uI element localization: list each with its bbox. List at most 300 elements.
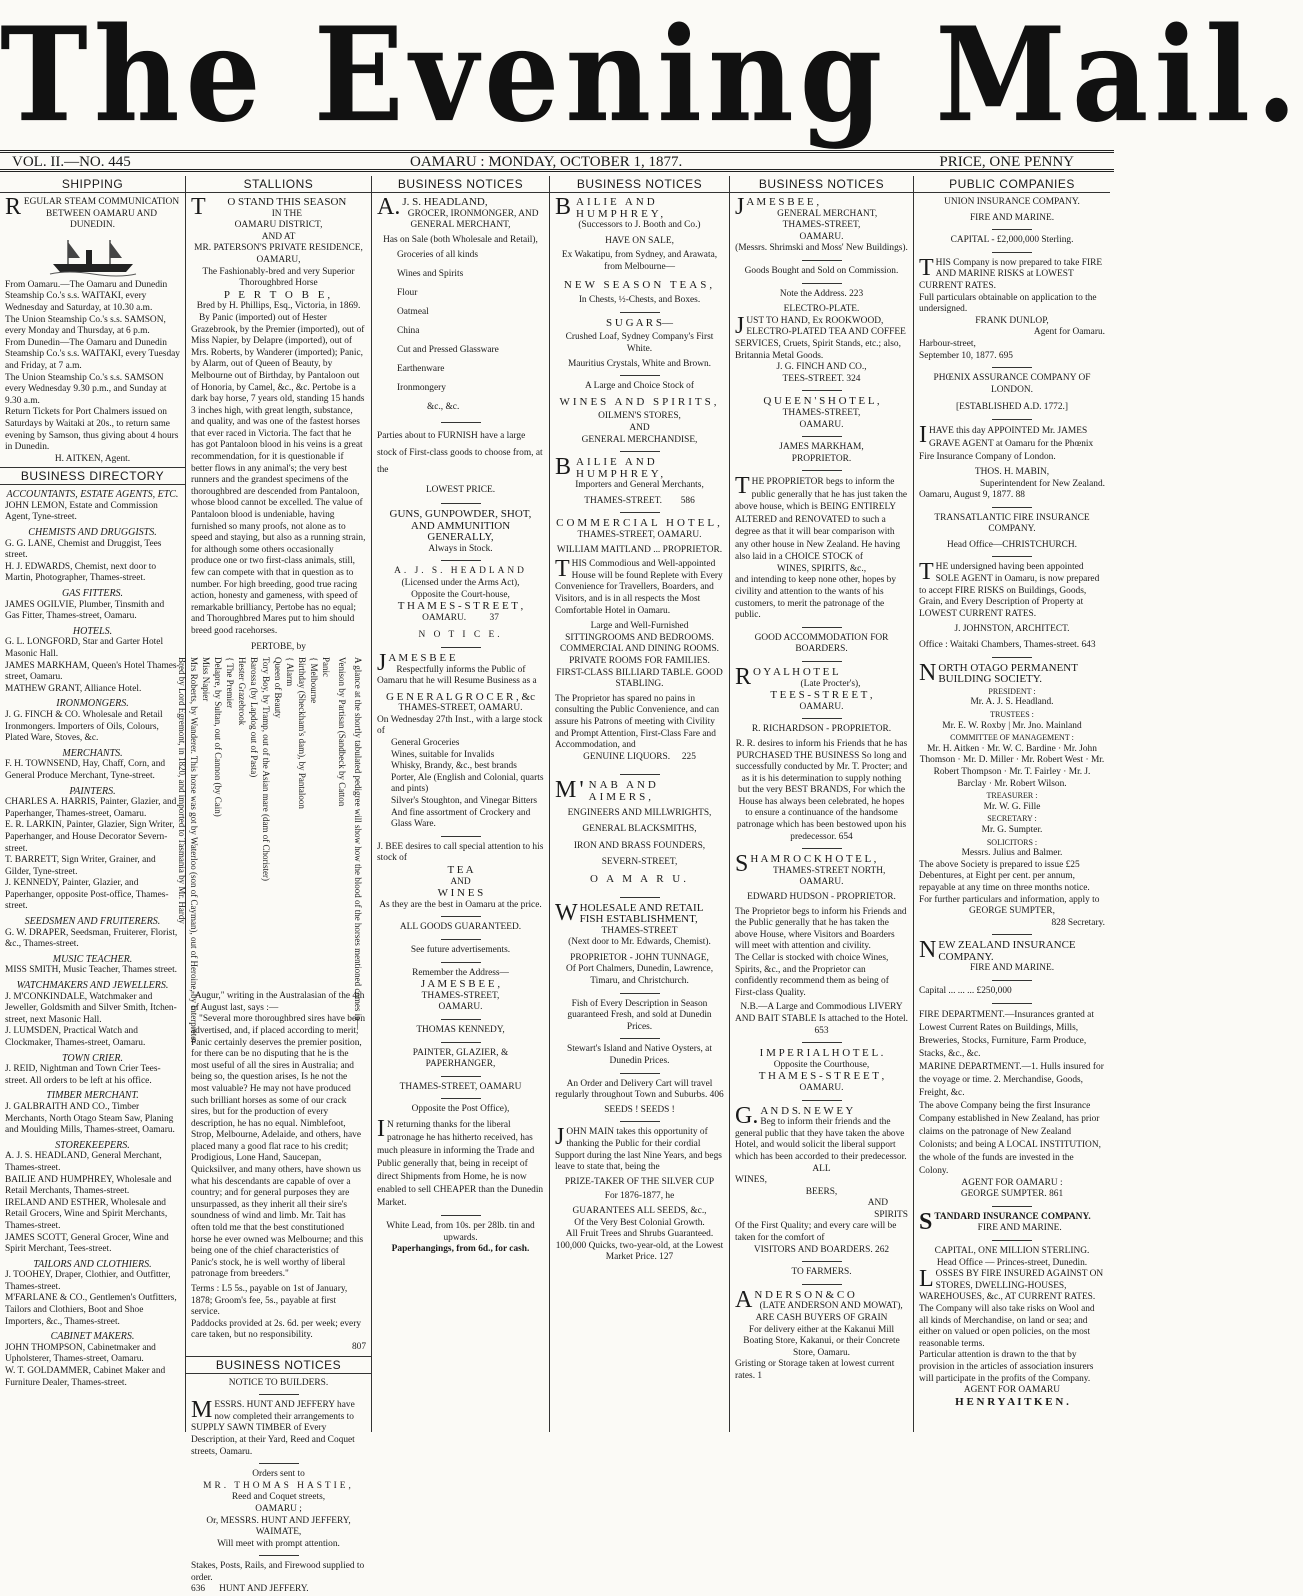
trustees-label: TRUSTEES : <box>990 710 1034 719</box>
divider <box>992 419 1032 420</box>
directory-entry: IRELAND AND ESTHER, Wholesale and Retail Grocers, Wine and Spirit Merchants, Thames-street. <box>5 1197 168 1231</box>
union-insurance: UNION INSURANCE COMPANY. <box>944 197 1080 207</box>
nz-agent-name: GEORGE SUMPTER. 861 <box>960 1189 1064 1200</box>
price: PRICE, ONE PENNY <box>939 154 1074 170</box>
commercial-hotel: COMMERCIAL HOTEL, <box>556 517 723 530</box>
treasurer-label: TREASURER : <box>986 791 1038 801</box>
ad-number: 636 <box>191 1584 206 1595</box>
bee-items <box>377 738 544 831</box>
nops-heading: NORTH OTAGO PERMANENT BUILDING SOCIETY. <box>919 659 1078 686</box>
main-body: JOHN MAIN takes this opportunity of thanking the Public for their cordial Support during the last Nine Years, and begs leave to state that, being the <box>555 1124 722 1173</box>
bailie-successors: (Successors to J. Booth and Co.) <box>578 220 701 231</box>
bailie-footer <box>555 496 724 508</box>
johnston-name: J. JOHNSTON, ARCHITECT. <box>954 624 1070 635</box>
divider <box>802 283 842 284</box>
royal-body: R. R. desires to inform his Friends that he has PURCHASED THE BUSINESS So long and successfully conducted by Mr. T. Procter; and as it is his determination to supply nothing but the very BEST BRANDS, For which the House has always been celebrated, he hopes to ensure a continuance of the handsome patronage which has been bestowed upon his predecessor. 654 <box>735 738 908 842</box>
shamrock-body: The Proprietor begs to inform his Friends and the Public generally that he has taken the above House, where Visitors and Boarders will meet with attention and civility. <box>735 906 907 952</box>
fruit-trees: All Fruit Trees and Shrubs Guaranteed. <box>565 1229 714 1240</box>
large-stock: A Large and Choice Stock of <box>585 381 694 392</box>
divider <box>441 916 481 917</box>
shamrock-hotel: SH A M R O C K H O T E L , <box>735 851 877 878</box>
directory-entry: F. H. TOWNSEND, Hay, Chaff, Corn, and General Produce Merchant, Tyne-street. <box>5 759 166 781</box>
and-text: AND <box>629 422 650 433</box>
directory-category: SEEDSMEN AND FRUITERERS. <box>24 916 161 928</box>
pedigree-line: Delapre, by Sultan, out of Cannon (by Cain) <box>213 657 223 817</box>
divider <box>620 1038 660 1039</box>
president-name: Mr. A. J. S. Headland. <box>970 697 1054 708</box>
section-business-directory: BUSINESS DIRECTORY <box>0 467 185 485</box>
ad-number: 225 <box>681 751 696 762</box>
headland-item: China <box>397 326 420 337</box>
fish-heading: WHOLESALE AND RETAIL FISH ESTABLISHMENT, <box>555 899 704 926</box>
crushed-text: Crushed Loaf, Sydney Company's First White. <box>565 332 714 354</box>
ad-number: 807 <box>351 1341 366 1352</box>
kennedy-trade: PAINTER, GLAZIER, & PAPERHANGER, <box>412 1047 509 1070</box>
royal-address: T E E S - S T R E E T , <box>770 689 873 702</box>
phoenix-body: IHAVE this day APPOINTED Mr. JAMES GRAVE AGENT at Oamaru for the Phœnix Fire Insurance Company of London. <box>919 421 1094 462</box>
kennedy-opposite: Opposite the Post Office), <box>411 1104 510 1115</box>
lowest-price: LOWEST PRICE. <box>425 485 496 496</box>
directory-category: TOWN CRIER. <box>62 1052 123 1064</box>
chests-text: In Chests, ½-Chests, and Boxes. <box>578 295 701 306</box>
nz-body: FIRE DEPARTMENT.—Insurances granted at Lowest Current Rates on Buildings, Mills, Breweries, Stocks, Furniture, Farm Produce, Stacks, &c., &c. <box>919 1009 1094 1059</box>
divider <box>802 1042 842 1043</box>
dunlop-agent: Agent for Oamaru. <box>1033 327 1105 338</box>
mcnab-engineers: ENGINEERS AND MILLWRIGHTS, <box>567 807 712 818</box>
directory-category: TAILORS AND CLOTHIERS. <box>33 1258 152 1270</box>
wines-text: WINES, <box>735 1175 768 1186</box>
to-farmers: TO FARMERS. <box>791 1267 852 1278</box>
cash-buyers: ARE CASH BUYERS OF GRAIN <box>755 1313 888 1324</box>
bee-body: Respectfully informs the Public of Oamaru that he will Resume Business as a <box>377 664 537 687</box>
electro-plate: ELECTRO-PLATE. <box>783 304 860 315</box>
pedigree-line: A glance at the shortly tabulated pedigree will show how the blood of the horses mentioned comes in— <box>353 657 363 1030</box>
white-lead: White Lead, from 10s. per 28lb. tin and upwards. <box>386 1220 535 1243</box>
opposite-courthouse: Opposite the Court-house, <box>411 589 510 600</box>
divider <box>441 647 481 648</box>
divider <box>992 1240 1032 1241</box>
section-business-notices-5: BUSINESS NOTICES <box>730 176 913 193</box>
queens-oamaru: OAMARU. <box>799 419 844 430</box>
paperhangings: Paperhangings, from 6d., for cash. <box>391 1244 530 1255</box>
bailie-heading: BAILIE AND HUMPHREY, <box>555 194 667 220</box>
divider <box>802 718 842 719</box>
attention-text: J. BEE desires to call special attention to his stock of <box>377 841 544 864</box>
delivery-text: For delivery either at the Kakanui Mill Boating Store, Kakanui, or their Concrete Store, Oamaru. <box>743 1324 900 1358</box>
goods-commission: Goods Bought and Sold on Commission. <box>744 265 899 276</box>
column-1 <box>0 176 186 1432</box>
headland-item: Groceries of all kinds <box>397 250 478 261</box>
divider <box>620 312 660 313</box>
imperial-opposite: Opposite the Courthouse, <box>773 1059 870 1070</box>
standard-agent-name: H E N R Y A I T K E N . <box>955 1395 1069 1408</box>
guarantees-seeds: GUARANTEES ALL SEEDS, &c., <box>572 1205 707 1216</box>
directory-category: MERCHANTS. <box>62 747 123 759</box>
imperial-address: T H A M E S - S T R E E T , <box>758 1070 885 1083</box>
johnston-office: Office : Waitaki Chambers, Thames-street. 643 <box>919 640 1096 651</box>
builders-signature: HUNT AND JEFFERY. <box>219 1584 309 1595</box>
column-4 <box>550 176 730 1432</box>
oysters-text: Stewart's Island and Native Oysters, at Dunedin Prices. <box>567 1044 712 1067</box>
pedigree-line: { Alarm <box>285 657 295 687</box>
directory-entry: J. REID, Nightman and Town Crier Tees-street. All orders to be left at his office. <box>5 1064 161 1086</box>
new-season-teas: NEW SEASON TEAS, <box>563 278 716 291</box>
bailie-heading-2: BAILIE AND HUMPHREY, <box>555 454 667 481</box>
commercial-body: THIS Commodious and Well-appointed House will be found Replete with Every Convenience for Travellers, Boarders, and Visitors, and is in all respects the Most Comfortable Hotel in Oamaru. <box>555 556 723 616</box>
nz-fire-marine: FIRE AND MARINE. <box>969 963 1055 974</box>
headland-sign: A. J. S. HEADLAND <box>394 566 527 577</box>
pedigree-line: Tory Boy, by Tramp, out of the Asian mare (dam of Chorister) <box>261 657 271 882</box>
union-date: September 10, 1877. 695 <box>919 350 1013 361</box>
headland-items <box>377 246 544 417</box>
section-business-notices-2: BUSINESS NOTICES <box>186 1356 371 1374</box>
union-body: THIS Company is now prepared to take FIRE AND MARINE RISKS at LOWEST CURRENT RATES. <box>919 254 1103 291</box>
quote-body: "Several more thoroughbred sires have been advertised, and, if placed according to merit, Panic certainly deserves the premier position, for there can be no disputing that he is the most useful of all the sires in Australia; and being so, the question arises, Is he not the most valuable? He may not have produced such brilliant horses as some of our crack sires, but for the production of every description, he has no equal. Nimblefoot, Strop, Melbourne, Adelaide, and others, have placed many a good flat race to his credit; Prodigious, Lone Hand, Saucepan, Quicksilver, and many others, have shown us what his descendants are capable of over a country; and for general purposes they are unsurpassed, as they inherit all their sire's soundness of wind and limb. Mr. Tait has often told me that the best constitutioned horse he ever owned was Melbourne; and this being one of the chief characteristics of Panic's stock, he is well worthy of liberal patronage from breeders." <box>191 1014 366 1280</box>
wines-spirits: WINES AND SPIRITS, <box>559 395 720 408</box>
standard-heading: STANDARD INSURANCE COMPANY. <box>919 1208 1091 1235</box>
stallion-line: The Fashionably-bred and very Superior Thoroughbred Horse <box>202 266 355 289</box>
directory-category: CABINET MAKERS. <box>50 1331 135 1343</box>
bee-thames: THAMES-STREET, <box>782 220 861 231</box>
anderson-heading: AN D E R S O N & C O <box>735 1286 855 1313</box>
directory-entry: CHARLES A. HARRIS, Painter, Glazier, and Paperhanger, Thames-street, Oamaru. <box>5 797 177 819</box>
directory-entry: JAMES OGILVIE, Plumber, Tinsmith and Gas Fitter, Thames-street, Oamaru. <box>5 599 165 622</box>
pedigree-line: Birthday (Sheckham's dam), by Pantaloon <box>297 657 307 810</box>
divider <box>259 1555 299 1556</box>
shipping-line: Return Tickets for Port Chalmers issued on Saturdays by Waitaki at 20s., to return same evening by Samson, thus giving about 4 hours in Dunedin. <box>5 407 179 453</box>
headland-sub2: GENERAL MERCHANT, <box>410 220 511 231</box>
solicitors-names: Messrs. Julius and Balmer. <box>961 848 1063 859</box>
oamaru-text: OAMARU. <box>422 612 467 623</box>
stallion-description: By Panic (imported) out of Hester Grazebrook, by the Premier (imported), out of Miss Napier, by Delapre (imported), out of Mrs. Roberts, by Wanderer (imported); Panic, by Alarm, out of Queen of Beauty, by Melbourne out of Birthday, by Pantaloon out of Honoria, by Camel, &c., &c. Pertobe is a dark bay horse, 7 years old, standing 15 hands 3 inches high, with great length, substance, and quality, and was one of the fastest horses that ever raced in Victoria. The fact that he has got Pantaloon blood in his veins is a great recommendation, for it is questionable if better flows in any animal's; the very best runners and the grandest specimens of the thoroughbred are descended from Pantaloon, whose blood cannot be excelled. The value of Pantaloon blood is undeniable, having furnished so many proofs, not alone as to speed and staying, but also as a running strain, for although some others occasionally produce one or two first-class animals, still, few can compete with that in question as to number. For high breeding, good true racing action, honesty and gameness, with speed of remarkable brilliancy, Pertobe has no equal; and Thoroughbred Mares put to him should breed good racehorses. <box>191 312 366 636</box>
markham-name: JAMES MARKHAM, <box>779 442 864 453</box>
divider <box>802 470 842 471</box>
mcnab-blacksmiths: GENERAL BLACKSMITHS, <box>582 824 697 835</box>
sugars-text: S U G A R S— <box>606 316 673 329</box>
divider <box>620 897 660 898</box>
directory-entry: T. BARRETT, Sign Writer, Grainer, and Gilder, Tyne-street. <box>5 855 156 877</box>
stallion-line: MR. PATERSON'S PRIVATE RESIDENCE, OAMARU, <box>194 243 363 265</box>
shipping-line: The Union Steamship Co.'s s.s. SAMSON every Wednesday 9.30 p.m., and Sunday at 9.30 a.m. <box>5 372 167 406</box>
hastie-name: MR. THOMAS HASTIE, <box>203 1480 354 1491</box>
bee-item: Silver's Stoughton, and Vinegar Bitters <box>391 796 537 807</box>
bee-address: THAMES-STREET, <box>421 990 500 1001</box>
treasurer-name: Mr. W. G. Fille <box>983 801 1041 812</box>
bee-general-merchant: GENERAL MERCHANT, <box>777 208 878 219</box>
directory-entry: A. J. S. HEADLAND, General Merchant, Thames-street. <box>5 1151 162 1173</box>
dateline <box>0 150 1114 172</box>
directory-category: TIMBER MERCHANT. <box>46 1090 139 1102</box>
nz-body-2: The above Company being the first Insurance Company established in New Zealand, has prior claims on the patronage of New Zealand Colonists; and being A LOCAL INSTITUTION, the whole of the funds are invested in the Colony. <box>919 1100 1101 1176</box>
directory-entry: JAMES MARKHAM, Queen's Hotel Thames-street, Oamaru. <box>5 660 180 683</box>
queens-hotel: Q U E E N ' S H O T E L , <box>763 395 880 408</box>
good-accommodation: GOOD ACCOMMODATION FOR BOARDERS. <box>754 632 889 655</box>
newey-heading: G.A N D S. N E W E Y <box>735 1102 854 1129</box>
pedigree-line: Miss Napier <box>201 657 211 702</box>
and-text: AND <box>450 876 471 887</box>
finch-address: TEES-STREET. 324 <box>782 373 861 384</box>
shipping-heading: REGULAR STEAM COMMUNICATION BETWEEN OAMARU AND DUNEDIN. <box>5 194 180 231</box>
oilmen-stores: OILMEN'S STORES, <box>598 411 681 422</box>
headland-heading: A.J. S. HEADLAND, <box>377 194 488 220</box>
best-growth: Of the Very Best Colonial Growth. <box>574 1217 705 1228</box>
pedigree-line: { The Premier <box>225 657 235 709</box>
all-text: ALL <box>812 1163 831 1174</box>
headland-item: &c., &c. <box>427 402 460 413</box>
divider <box>992 934 1032 935</box>
divider <box>992 556 1032 557</box>
column-2 <box>177 176 372 1595</box>
quicks-text: 100,000 Quicks, two-year-old, at the Lowest Market Price. 127 <box>555 1240 724 1263</box>
shipping-line: The Union Steamship Co.'s s.s. SAMSON, every Monday and Thursday, at 6 p.m. <box>5 314 166 337</box>
fish-proprietor: PROPRIETOR - JOHN TUNNAGE, <box>570 952 709 963</box>
divider <box>441 503 481 504</box>
queens-body-2: and intending to keep none other, hopes by civility and attention to the wants of his customers, to merit the patronage of the public. <box>735 575 897 621</box>
orders-text: Orders sent to <box>252 1469 305 1480</box>
shamrock-address: THAMES-STREET NORTH, <box>773 865 886 876</box>
divider <box>802 848 842 849</box>
divider <box>802 1284 842 1285</box>
oamaru-text: OAMARU ; <box>255 1503 302 1514</box>
severn-street: SEVERN-STREET, <box>601 857 678 868</box>
column-6 <box>914 176 1110 1432</box>
divider <box>992 657 1032 658</box>
directory-entry: E. R. LARKIN, Painter, Glazier, Sign Writer, Paperhanger, and House Decorator Severn-street. <box>5 820 175 854</box>
stallion-line: OAMARU DISTRICT, <box>234 220 323 231</box>
horse-name: P E R T O B E, <box>223 288 334 301</box>
section-business-notices-3: BUSINESS NOTICES <box>372 176 549 193</box>
section-shipping: SHIPPING <box>0 176 185 193</box>
wines-text: W I N E S <box>437 887 484 900</box>
divider <box>441 939 481 940</box>
standard-body: The Company will also take risks on Wool and all kinds of Merchandise, on land or sea; and either on valued or open policies, on the most reasonable terms. <box>919 1304 1095 1349</box>
divider <box>992 229 1032 230</box>
anderson-late: (LATE ANDERSON AND MOWAT), <box>759 1301 903 1312</box>
bee-oamaru: OAMARU. <box>438 1002 483 1013</box>
directory-category: HOTELS. <box>72 625 113 637</box>
bailie-ex: Ex Wakatipu, from Sydney, and Arawata, from Melbourne— <box>561 250 718 272</box>
genuine-liquors: GENUINE LIQUORS. <box>583 751 671 762</box>
nz-agent-label: AGENT FOR OAMARU : <box>961 1177 1063 1188</box>
nz-heading: NEW ZEALAND INSURANCE COMPANY. <box>919 937 1076 964</box>
issue-date: OAMARU : MONDAY, OCTOBER 1, 1877. <box>410 154 683 170</box>
divider <box>259 1394 299 1395</box>
directory-entry: J. G. FINCH & CO. Wholesale and Retail Ironmongers. Importers of Oils, Colours, Plated Ware, Stoves, &c. <box>5 709 163 744</box>
kennedy-body: IN returning thanks for the liberal patronage he has hitherto received, has much pleasure in informing the Trade and Public generally that, being in receipt of direct Shipments from Home, he is now enabled to sell CHEAPER than the Dunedin Market. <box>377 1115 544 1208</box>
mcnab-heading: M'NAB AND AIMERS, <box>555 777 659 804</box>
directory-entry: W. T. GOLDAMMER, Cabinet Maker and Furniture Dealer, Thames-street. <box>5 1366 166 1388</box>
directory-entry: MATHEW GRANT, Alliance Hotel. <box>5 683 142 694</box>
ad-number: 586 <box>680 495 695 506</box>
pedigree-title: PERTOBE, by <box>251 641 306 652</box>
prompt-attention: Will meet with prompt attention. <box>217 1538 340 1549</box>
directory-entry: G. L. LONGFORD, Star and Garter Hotel Masonic Hall. <box>5 637 164 659</box>
builders-heading: NOTICE TO BUILDERS. <box>228 1377 329 1388</box>
volume-number: VOL. II.—NO. 445 <box>12 154 131 170</box>
note-address: Note the Address. 223 <box>779 288 864 299</box>
nz-capital: Capital ... ... ... £250,000 <box>919 986 1012 997</box>
headland-sale: Has on Sale (both Wholesale and Retail), <box>383 234 538 245</box>
bailie-address: THAMES-STREET. <box>584 495 662 506</box>
divider <box>802 390 842 391</box>
headland-item: Wines and Spirits <box>397 269 464 280</box>
bee-item: General Groceries <box>391 738 460 749</box>
union-particulars: Full particulars obtainable on application to the undersigned. <box>919 292 1097 315</box>
pedigree-line: Barossa (by Lapdog out of Pasta) <box>249 657 259 778</box>
trustees-names: Mr. E. W. Roxby | Mr. Jno. Mainland <box>942 720 1082 731</box>
divider <box>802 661 842 662</box>
directory-entry: J. KENNEDY, Painter, Glazier, and Paperhanger, opposite Post-office, Thames-street. <box>5 878 169 912</box>
mcnab-founders: IRON AND BRASS FOUNDERS, <box>573 840 706 851</box>
divider <box>441 962 481 963</box>
pedigree-line: { Melbourne <box>309 657 319 704</box>
transatlantic-office: Head Office—CHRISTCHURCH. <box>946 539 1078 550</box>
divider <box>992 1003 1032 1004</box>
standard-losses: LOSSES BY FIRE INSURED AGAINST ON STORES, DWELLING-HOUSES, WAREHOUSES, &c., AT CURRENT RATES. <box>919 1266 1104 1303</box>
notice-heading: N O T I C E. <box>418 630 503 641</box>
section-stallions: STALLIONS <box>186 176 371 193</box>
secretary-name: Mr. G. Sumpter. <box>981 824 1043 835</box>
divider <box>992 507 1032 508</box>
directory-entry: J. LUMSDEN, Practical Watch and Clockmaker, Thames-street, Oamaru. <box>5 1026 146 1048</box>
nz-marine: MARINE DEPARTMENT.—1. Hulls insured for the voyage or time. 2. Merchandise, Goods, Freight, &c. <box>919 1061 1104 1098</box>
harbour-street: Harbour-street, <box>919 338 976 349</box>
royal-hotel: RO Y A L H O T E L <box>735 663 839 690</box>
guaranteed-text: ALL GOODS GUARANTEED. <box>399 922 522 933</box>
pedigree-line: Venison by Partisan (Sandbeck by Catton <box>337 657 347 807</box>
divider <box>620 774 660 775</box>
gristing-text: Gristing or Storage taken at lowest current rates. 1 <box>735 1359 895 1381</box>
committee-label: COMMITTEE OF MANAGEMENT : <box>950 733 1074 743</box>
seeds-heading: SEEDS ! SEEDS ! <box>604 1104 675 1115</box>
directory-category: STOREKEEPERS. <box>55 1139 130 1151</box>
standard-agent-label: AGENT FOR OAMARU <box>963 1385 1061 1396</box>
markham-proprietor: PROPRIETOR. <box>791 453 852 464</box>
directory-entry: BAILIE AND HUMPHREY, Wholesale and Retail Merchants, Thames-street. <box>5 1174 172 1197</box>
spirits-text: SPIRITS <box>874 1209 908 1220</box>
steamship-icon <box>48 236 138 276</box>
bee-item: Wines, suitable for Invalids <box>391 749 495 760</box>
mabin-date: Oamaru, August 9, 1877. 88 <box>919 490 1025 501</box>
directory-entry: J. GALBRAITH AND CO., Timber Merchants, North Otago Steam Saw, Planing and Moulding Mills, Thames-street, Oamaru. <box>5 1101 175 1136</box>
headland-sub: GROCER, IRONMONGER, AND <box>407 208 539 219</box>
stallion-line: TO STAND THIS SEASON <box>191 194 347 220</box>
directory-entry: G. W. DRAPER, Seedsman, Fruiterer, Florist, &c., Thames-street. <box>5 927 178 950</box>
committee-names: Mr. H. Aitken · Mr. W. C. Bardine · Mr. John Thomson · Mr. D. Miller · Mr. Robert West · Mr. Robert Thompson · Mr. T. Fairley · Mr. J. Barclay · Mr. Robert Wilson. <box>919 743 1105 789</box>
licensed: (Licensed under the Arms Act), <box>401 577 520 588</box>
hudson-proprietor: EDWARD HUDSON - PROPRIETOR. <box>747 892 896 903</box>
divider <box>802 260 842 261</box>
stakes-text: Stakes, Posts, Rails, and Firewood supplied to order. <box>191 1561 365 1583</box>
imperial-oamaru: OAMARU. <box>799 1082 844 1093</box>
shamrock-oamaru: OAMARU. <box>799 877 844 888</box>
bee-merchant-heading: JA M E S B E E , <box>735 194 820 220</box>
commercial-address: THAMES-STREET, OAMARU. <box>577 530 702 541</box>
section-public-companies: PUBLIC COMPANIES <box>914 176 1110 193</box>
prize-year: For 1876-1877, he <box>604 1191 675 1202</box>
pedigree-line: Mrs Roberts, by Wanderer. This horse was got by Waterloo (son of Cayman), out of Heroine, by Interpreter <box>189 657 199 1044</box>
imperial-hotel: I M P E R I A L H O T E L . <box>759 1047 884 1060</box>
directory-entry: H. J. EDWARDS, Chemist, next door to Martin, Photographer, Thames-street. <box>5 561 157 584</box>
best-text: As they are the best in Oamaru at the price. <box>379 899 542 910</box>
phoenix-heading: PHŒNIX ASSURANCE COMPANY OF LONDON. <box>933 373 1091 395</box>
bred-by: Bred by H. Phillips, Esq., Victoria, in 1869. <box>196 301 361 312</box>
ad-number: 37 <box>489 612 499 623</box>
pedigree-line: Bred by Lord Egremont, in 1820, and imported to Tasmania by Mr. Hardy <box>177 657 187 925</box>
directory-entry: MISS SMITH, Music Teacher, Thames street. <box>5 965 178 976</box>
mabin-title: Superintendent for New Zealand. <box>980 478 1105 489</box>
shipping-schedule <box>5 280 180 454</box>
visitors-boarders: VISITORS AND BOARDERS. 262 <box>753 1244 890 1255</box>
bee-sign: J A M E S B E E , <box>420 978 501 991</box>
divider <box>620 1121 660 1122</box>
beers-text: BEERS, <box>805 1186 838 1197</box>
divider <box>441 836 481 837</box>
paddocks: Paddocks provided at 2s. 6d. per week; every care taken, but no responsibility. <box>191 1318 362 1341</box>
shipping-line: From Oamaru.—The Oamaru and Dunedin Steamship Co.'s s.s. WAITAKI, every Wednesday and Saturday, at 10.30 a.m. <box>5 279 168 313</box>
commercial-rooms: Large and Well-Furnished SITTINGROOMS AND BEDROOMS. COMMERCIAL AND DINING ROOMS. PRIVATE ROOMS FOR FAMILIES. FIRST-CLASS BILLIARD TABLE. GOOD STABLING. <box>556 621 723 690</box>
union-fire-marine: FIRE AND MARINE. <box>969 212 1055 223</box>
future-text: See future advertisements. <box>410 944 511 955</box>
directory-entry: G. G. LANE, Chemist and Druggist, Tees street. <box>5 538 162 561</box>
secretary-label: SECRETARY : <box>987 814 1037 824</box>
newey-body: Beg to inform their friends and the general public that they have taken the above Hotel, and would solicit the liberal support which has been accorded to their predecessor. <box>735 1117 907 1162</box>
bee-buildings: (Messrs. Shrimski and Moss' New Buildings). <box>735 243 908 254</box>
directory-entry: JAMES SCOTT, General Grocer, Wine and Spirit Merchant, Tees-street. <box>5 1232 169 1255</box>
directory-category: IRONMONGERS. <box>56 698 129 710</box>
president-label: PRESIDENT : <box>988 686 1036 696</box>
phoenix-established: [ESTABLISHED A.D. 1772.] <box>955 402 1068 413</box>
bee-item: And fine assortment of Crockery and Glass Ware. <box>391 807 531 830</box>
directory-entry: JOHN THOMPSON, Cabinetmaker and Upholsterer, Thames-street, Oamaru. <box>5 1342 156 1365</box>
remember-text: Remember the Address— <box>412 967 509 978</box>
and-text: AND <box>867 1198 888 1209</box>
shipping-line: From Dunedin—The Oamaru and Dunedin Steamship Co.'s s.s. WAITAKI, every Tuesday and Friday, at 7 a.m. <box>5 337 180 371</box>
fish-body: Fish of Every Description in Season guaranteed Fresh, and sold at Dunedin Prices. <box>567 998 712 1032</box>
hastie-address: Reed and Coquet streets, <box>231 1492 326 1503</box>
finch-name: J. G. FINCH AND CO., <box>776 362 867 373</box>
queens-wines: WINES, SPIRITS, &c., <box>776 563 867 574</box>
stallion-line: IN THE <box>271 208 302 219</box>
solicitors-label: SOLICITORS : <box>986 837 1038 847</box>
shipping-signature: H. AITKEN, Agent. <box>54 453 131 464</box>
sumpter-secretary: 828 Secretary. <box>1051 917 1105 928</box>
electro-body: JUST TO HAND, Ex ROOKWOOD, ELECTRO-PLATED TEA AND COFFEE SERVICES, Cruets, Spirit Stands, etc.; also, Britannia Metal Goods. <box>735 312 906 361</box>
mcnab-oamaru: O A M A R U. <box>590 872 689 885</box>
divider <box>620 375 660 376</box>
headland-item: Earthenware <box>397 364 445 375</box>
bee-heading: JA M E S B E E <box>377 649 456 676</box>
royal-late: (Late Procter's), <box>800 678 861 689</box>
standard-capital: CAPITAL, ONE MILLION STERLING. <box>934 1246 1090 1257</box>
tea-text: T E A <box>447 864 474 876</box>
quality-text: Of the First Quality; and every care will be taken for the comfort of <box>735 1221 897 1244</box>
divider <box>441 1019 481 1020</box>
directory-category: GAS FITTERS. <box>61 588 124 600</box>
cart-text: An Order and Delivery Cart will travel regularly throughout Town and Suburbs. 406 <box>555 1078 724 1101</box>
directory-category: MUSIC TEACHER. <box>52 953 133 965</box>
divider <box>802 627 842 628</box>
commercial-proprietor: WILLIAM MAITLAND ... PROPRIETOR. <box>556 544 723 555</box>
queens-body: THE PROPRIETOR begs to inform the public generally that he has just taken the above house, which is BEING ENTIRELY ALTERED and RENOVATED to such a degree as that it will bear comparison with any other house in New Zealand. He having also laid in a CHOICE STOCK of <box>735 473 908 563</box>
divider <box>802 1100 842 1101</box>
masthead <box>0 0 1303 151</box>
shamrock-cellar: The Cellar is stocked with choice Wines, Spirits, &c., and the Proprietor can confidently recommend them as being of First-class Quality. <box>735 953 889 998</box>
divider <box>802 436 842 437</box>
divider <box>441 1215 481 1216</box>
divider <box>441 1076 481 1077</box>
have-on-sale: HAVE ON SALE, <box>605 235 674 246</box>
